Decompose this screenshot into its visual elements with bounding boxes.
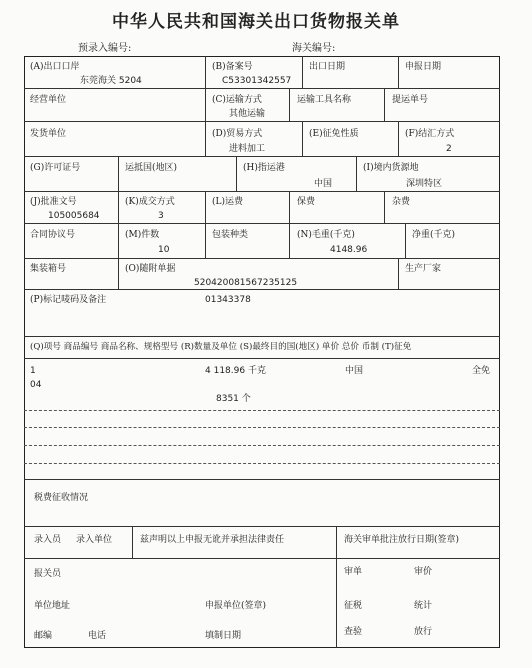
record-value: C53301342557: [222, 76, 292, 86]
docs-value: 520420081567235125: [194, 278, 298, 288]
vehicle-label: 运输工具名称: [297, 95, 352, 105]
export-date-label: 出口日期: [309, 62, 346, 72]
declare-date-label: 申报日期: [405, 62, 442, 72]
pieces-value: 10: [158, 245, 170, 255]
port-dest-value: 中国: [314, 179, 333, 189]
docs-label: (O)随附单据: [125, 264, 176, 274]
price-review-label: 审价: [414, 567, 433, 577]
settle-value: 2: [446, 144, 452, 154]
manufacturer-label: 生产厂家: [405, 264, 442, 274]
inspect-label: 查验: [344, 627, 363, 637]
marks-value: 01343378: [205, 295, 251, 305]
license-label: (G)许可证号: [30, 163, 81, 173]
entry-person-label: 录入员: [34, 535, 62, 545]
goods-item-no-2: 04: [30, 380, 42, 390]
goods-levy: 全免: [472, 366, 491, 376]
consignor-label: 发货单位: [30, 129, 67, 139]
gross-label: (N)毛重(千克): [297, 230, 355, 240]
release-label: 放行: [414, 627, 433, 637]
package-label: 包装种类: [212, 230, 249, 240]
settle-label: (F)结汇方式: [405, 129, 455, 139]
postcode-label: 邮编: [34, 631, 53, 641]
gross-value: 4148.96: [330, 245, 368, 255]
port-value: 东莞海关 5204: [80, 76, 142, 86]
deal-label: (K)成交方式: [125, 197, 175, 207]
declarer-label: 报关员: [34, 569, 62, 579]
customs-approval-label: 海关审单批注放行日期(签章): [344, 535, 460, 545]
customs-no-label: 海关编号:: [292, 43, 336, 54]
statistics-label: 统计: [414, 601, 433, 611]
fill-date-label: 填制日期: [205, 631, 242, 641]
declare-unit-label: 申报单位(签章): [205, 601, 267, 611]
deal-value: 3: [158, 211, 164, 221]
tax-label: 税费征收情况: [34, 493, 89, 503]
approval-value: 105005684: [48, 211, 100, 221]
goods-qty-2: 8351 个: [216, 394, 251, 404]
page-title: 中华人民共和国海关出口货物报关单: [112, 12, 400, 32]
source-label: (I)境内货源地: [363, 163, 419, 173]
goods-qty-1: 4 118.96 千克: [205, 366, 266, 376]
insurance-label: 保费: [297, 197, 316, 207]
goods-item-no: 1: [30, 366, 36, 376]
entry-unit-label: 录入单位: [76, 535, 113, 545]
bill-label: 提运单号: [392, 95, 429, 105]
goods-header: (Q)项号 商品编号 商品名称、规格型号 (R)数量及单位 (S)最终目的国(地区) 单价 总价 币制 (T)征免: [30, 342, 412, 352]
phone-label: 电话: [88, 631, 107, 641]
pre-entry-label: 预录入编号:: [78, 43, 132, 54]
misc-label: 杂费: [392, 197, 411, 207]
record-label: (B)备案号: [212, 62, 253, 72]
port-dest-label: (H)指运港: [243, 163, 285, 173]
transport-label: (C)运输方式: [212, 95, 262, 105]
review-label: 审单: [344, 567, 363, 577]
trade-value: 进料加工: [229, 144, 266, 154]
marks-label: (P)标记唛码及备注: [30, 295, 107, 305]
net-label: 净重(千克): [412, 230, 456, 240]
port-label: (A)出口口岸: [30, 62, 80, 72]
contract-label: 合同协议号: [30, 230, 76, 240]
goods-country: 中国: [345, 366, 364, 376]
levy-label: (E)征免性质: [309, 129, 359, 139]
source-value: 深圳特区: [406, 179, 443, 189]
approval-label: (J)批准文号: [30, 197, 77, 207]
freight-label: (L)运费: [212, 197, 243, 207]
pieces-label: (M)件数: [125, 230, 160, 240]
tax-levy-label: 征税: [344, 601, 363, 611]
transport-value: 其他运输: [229, 109, 266, 119]
operator-label: 经营单位: [30, 95, 67, 105]
address-label: 单位地址: [34, 601, 71, 611]
container-label: 集装箱号: [30, 264, 67, 274]
declaration-text: 兹声明以上申报无讹并承担法律责任: [140, 535, 285, 545]
dest-country-label: 运抵国(地区): [125, 163, 178, 173]
trade-label: (D)贸易方式: [212, 129, 263, 139]
